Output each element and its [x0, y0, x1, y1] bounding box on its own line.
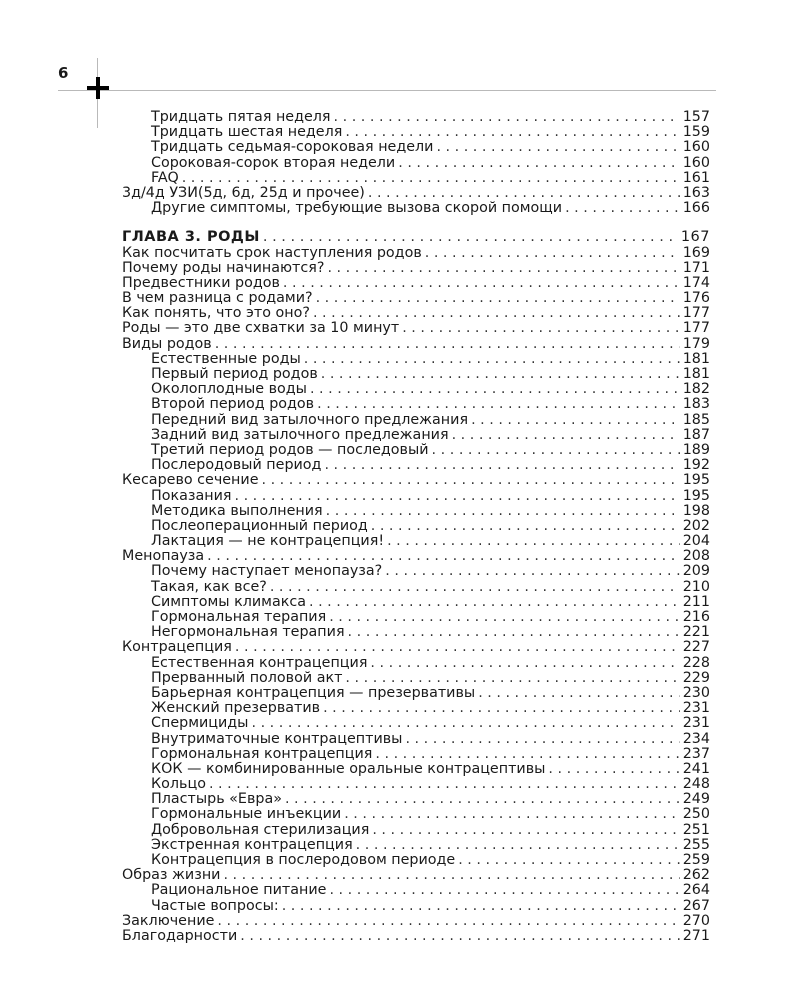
dot-leader — [356, 838, 680, 853]
dot-leader — [251, 716, 679, 731]
dot-leader — [316, 291, 680, 306]
toc-entry-title: Частые вопросы: — [151, 897, 279, 914]
toc-row[interactable] — [122, 686, 710, 701]
toc-entry-title: Кольцо — [151, 776, 206, 793]
dot-leader — [329, 883, 679, 898]
toc-page-number: 216 — [682, 609, 710, 625]
dot-leader — [327, 261, 679, 276]
dot-leader — [371, 519, 680, 534]
toc-page-number: 160 — [682, 154, 710, 171]
section-spacer — [122, 216, 710, 230]
toc-page-number: 255 — [682, 836, 710, 853]
toc-entry-title: Предвестники родов — [122, 274, 280, 291]
toc-entry-title: Заключение — [122, 912, 215, 929]
toc-page-number: 249 — [682, 791, 710, 808]
toc-row[interactable] — [122, 246, 710, 261]
toc-page-number: 204 — [682, 533, 710, 550]
toc-page-number: 169 — [682, 244, 710, 261]
toc-entry-title: Виды родов — [122, 335, 212, 352]
toc-entry-title: Тридцать шестая неделя — [151, 124, 343, 141]
dot-leader — [402, 321, 679, 336]
toc-row[interactable] — [122, 110, 710, 125]
toc-row[interactable] — [122, 610, 710, 625]
dot-leader — [348, 625, 680, 640]
toc-page-number: 177 — [682, 320, 710, 337]
toc-page-number: 267 — [682, 897, 710, 914]
toc-page-number: 163 — [682, 184, 710, 201]
toc-entry-title: Прерванный половой акт — [151, 669, 343, 686]
toc-page-number: 183 — [682, 396, 710, 413]
toc-entry-title: Послеоперационный период — [151, 517, 368, 534]
toc-page-number: 185 — [682, 411, 710, 428]
toc-entry-title: Рациональное питание — [151, 882, 327, 899]
toc-row[interactable] — [122, 186, 710, 201]
toc-row[interactable] — [122, 868, 710, 883]
dot-leader — [317, 397, 680, 412]
dot-leader — [304, 352, 680, 367]
dot-leader — [370, 656, 679, 671]
toc-entry-title: Послеродовый период — [151, 457, 322, 474]
toc-entry-title: Такая, как все? — [151, 578, 267, 595]
toc-page-number: 159 — [682, 124, 710, 141]
toc-row[interactable] — [122, 201, 710, 216]
toc-row[interactable] — [122, 306, 710, 321]
dot-leader — [471, 413, 680, 428]
dot-leader — [372, 823, 679, 838]
dot-leader — [283, 276, 680, 291]
dot-leader — [207, 549, 680, 564]
toc-entry-title: Благодарности — [122, 927, 238, 944]
toc-page-number: 181 — [682, 350, 710, 367]
toc-page-number: 182 — [682, 381, 710, 398]
dot-leader — [326, 504, 680, 519]
toc-chapter-row[interactable] — [122, 230, 710, 245]
dot-leader — [375, 747, 679, 762]
toc-row[interactable] — [122, 337, 710, 352]
toc-entry-title: Гормональная терапия — [151, 609, 327, 625]
toc-row[interactable] — [122, 762, 710, 777]
toc-row[interactable] — [122, 171, 710, 186]
toc-row[interactable] — [122, 549, 710, 564]
toc-entry-title: Почему роды начинаются? — [122, 259, 325, 276]
toc-entry-title: Тридцать пятая неделя — [151, 109, 331, 125]
toc-row[interactable] — [122, 125, 710, 140]
toc-page-number: 157 — [682, 109, 710, 125]
toc-row[interactable] — [122, 382, 710, 397]
dot-leader — [458, 853, 679, 868]
toc-entry-title: Другие симптомы, требующие вызова скорой помощи — [151, 200, 563, 217]
dot-leader — [334, 110, 680, 125]
toc-page-number: 221 — [682, 624, 710, 641]
toc-entry-title: Пластырь «Евра» — [151, 791, 282, 808]
dot-leader — [436, 140, 679, 155]
toc-row[interactable] — [122, 823, 710, 838]
dot-leader — [215, 337, 680, 352]
toc-row[interactable] — [122, 792, 710, 807]
toc-row[interactable] — [122, 853, 710, 868]
toc-page-number: 181 — [682, 366, 710, 382]
dot-leader — [313, 306, 680, 321]
page-number: 6 — [58, 64, 69, 82]
dot-leader — [329, 610, 680, 625]
dot-leader — [398, 156, 679, 171]
toc-page-number: 189 — [682, 441, 710, 458]
toc-row[interactable] — [122, 564, 710, 579]
toc-row[interactable] — [122, 140, 710, 155]
toc-row[interactable] — [122, 519, 710, 534]
toc-page-number: 248 — [682, 776, 710, 793]
toc-row[interactable] — [122, 443, 710, 458]
toc-row[interactable] — [122, 367, 710, 382]
toc-entry-title: Кесарево сечение — [122, 472, 259, 489]
toc-row[interactable] — [122, 899, 710, 914]
toc-entry-title: Задний вид затылочного предлежания — [151, 426, 449, 443]
toc-row[interactable] — [122, 807, 710, 822]
toc-row[interactable] — [122, 838, 710, 853]
toc-entry-title: Сороковая-сорок вторая недели — [151, 154, 396, 171]
toc-entry-title: Почему наступает менопауза? — [151, 563, 383, 580]
toc-row[interactable] — [122, 929, 710, 944]
toc-entry-title: Первый период родов — [151, 366, 318, 382]
toc-entry-title: Экстренная контрацепция — [151, 836, 353, 853]
toc-entry-title: Околоплодные воды — [151, 381, 307, 398]
toc-page-number: 228 — [682, 654, 710, 671]
dot-leader — [345, 125, 679, 140]
dot-leader — [425, 246, 680, 261]
toc-row[interactable] — [122, 777, 710, 792]
toc-row[interactable] — [122, 883, 710, 898]
toc-row[interactable] — [122, 276, 710, 291]
dot-leader — [285, 792, 680, 807]
toc-page-number: 161 — [682, 169, 710, 186]
toc-row[interactable] — [122, 656, 710, 671]
toc-row[interactable] — [122, 716, 710, 731]
toc-entry-title: Третий период родов — последовый — [151, 441, 429, 458]
toc-entry-title: Передний вид затылочного предлежания — [151, 411, 469, 428]
toc-entry-title: Добровольная стерилизация — [151, 821, 370, 838]
toc-page-number: 171 — [682, 259, 710, 276]
toc-row[interactable] — [122, 397, 710, 412]
toc-entry-title: Естественная контрацепция — [151, 654, 368, 671]
toc-page-number: 231 — [682, 700, 710, 717]
toc-row[interactable] — [122, 595, 710, 610]
toc-entry-title: Спермициды — [151, 715, 249, 732]
toc-row[interactable] — [122, 504, 710, 519]
toc-entry-title: КОК — комбинированные оральные контрацептивы — [151, 760, 546, 777]
dot-leader — [368, 186, 680, 201]
toc-row[interactable] — [122, 428, 710, 443]
toc-row[interactable] — [122, 701, 710, 716]
toc-entry-title: Лактация — не контрацепция! — [151, 533, 385, 550]
toc-entry-title: Менопауза — [122, 548, 205, 565]
dot-leader — [345, 671, 679, 686]
toc-page-number: 160 — [682, 139, 710, 156]
dot-leader — [262, 473, 680, 488]
toc-page-number: 241 — [682, 760, 710, 777]
toc-entry-title: Второй период родов — [151, 396, 315, 413]
dot-leader — [478, 686, 680, 701]
toc-entry-title: Контрацепция в послеродовом периоде — [151, 852, 456, 868]
toc-entry-title: Женский презерватив — [151, 700, 321, 717]
toc-entry-title: Методика выполнения — [151, 502, 323, 519]
toc-page-number: 167 — [680, 229, 710, 246]
toc-page-number: 211 — [682, 593, 710, 610]
dot-leader — [182, 171, 680, 186]
toc-row[interactable] — [122, 534, 710, 549]
toc-page-number: 234 — [682, 730, 710, 747]
toc-page-number: 176 — [682, 290, 710, 307]
toc-page-number: 192 — [682, 457, 710, 474]
dot-leader — [432, 443, 680, 458]
toc-page-number: 227 — [682, 639, 710, 656]
toc-entry-title: Тридцать седьмая-сороковая недели — [151, 139, 434, 156]
toc-page-number: 195 — [682, 487, 710, 504]
dot-leader — [270, 580, 680, 595]
toc-page-number: 250 — [682, 806, 710, 823]
toc-entry-title: Показания — [151, 487, 232, 504]
toc-row[interactable] — [122, 473, 710, 488]
dot-leader — [309, 595, 680, 610]
toc-page-number: 264 — [682, 882, 710, 899]
dot-leader — [452, 428, 680, 443]
toc-page-number: 270 — [682, 912, 710, 929]
toc-row[interactable] — [122, 413, 710, 428]
toc-page-number: 177 — [682, 305, 710, 322]
toc-entry-title: Как понять, что это оно? — [122, 305, 310, 322]
toc-entry-title: Роды — это две схватки за 10 минут — [122, 320, 400, 337]
toc-row[interactable] — [122, 458, 710, 473]
table-of-contents — [122, 110, 710, 944]
toc-entry-title: Барьерная контрацепция — презервативы — [151, 684, 476, 701]
toc-row[interactable] — [122, 321, 710, 336]
toc-row[interactable] — [122, 291, 710, 306]
toc-page-number: 174 — [682, 274, 710, 291]
toc-page-number: 195 — [682, 472, 710, 489]
toc-row[interactable] — [122, 352, 710, 367]
toc-page-number: 179 — [682, 335, 710, 352]
toc-row[interactable] — [122, 914, 710, 929]
dot-leader — [324, 458, 679, 473]
toc-page-number: 166 — [682, 200, 710, 217]
dot-leader — [548, 762, 679, 777]
dot-leader — [282, 899, 680, 914]
toc-row[interactable] — [122, 625, 710, 640]
toc-page-number: 271 — [682, 927, 710, 944]
dot-leader — [235, 489, 680, 504]
toc-page-number: 231 — [682, 715, 710, 732]
dot-leader — [310, 382, 680, 397]
toc-entry-title: Симптомы климакса — [151, 593, 306, 610]
dot-leader — [565, 201, 680, 216]
toc-page-number: 202 — [682, 517, 710, 534]
toc-entry-title: Естественные роды — [151, 350, 301, 367]
dot-leader — [385, 564, 679, 579]
toc-entry-title: Образ жизни — [122, 867, 221, 884]
dot-leader — [223, 868, 679, 883]
toc-entry-title: Как посчитать срок наступления родов — [122, 244, 422, 261]
dot-leader — [263, 230, 678, 245]
toc-entry-title: ГЛАВА 3. РОДЫ — [122, 229, 260, 246]
toc-row[interactable] — [122, 747, 710, 762]
toc-page-number: 210 — [682, 578, 710, 595]
toc-entry-title: Гормональная контрацепция — [151, 745, 373, 762]
toc-entry-title: Гормональные инъекции — [151, 806, 342, 823]
toc-page-number: 198 — [682, 502, 710, 519]
toc-row[interactable] — [122, 156, 710, 171]
dot-leader — [217, 914, 679, 929]
dot-leader — [387, 534, 680, 549]
toc-entry-title: Негормональная терапия — [151, 624, 345, 641]
toc-entry-title: В чем разница с родами? — [122, 290, 313, 307]
toc-row[interactable] — [122, 671, 710, 686]
toc-row[interactable] — [122, 580, 710, 595]
toc-page-number: 208 — [682, 548, 710, 565]
dot-leader — [323, 701, 680, 716]
toc-page-number: 230 — [682, 684, 710, 701]
dot-leader — [344, 807, 679, 822]
toc-page-number: 262 — [682, 867, 710, 884]
toc-entry-title: Контрацепция — [122, 639, 232, 656]
dot-leader — [321, 367, 680, 382]
header-rule — [58, 90, 716, 91]
dot-leader — [235, 640, 680, 655]
toc-entry-title: Внутриматочные контрацептивы — [151, 730, 403, 747]
toc-row[interactable] — [122, 489, 710, 504]
toc-page-number: 229 — [682, 669, 710, 686]
dot-leader — [240, 929, 679, 944]
toc-page-number: 251 — [682, 821, 710, 838]
crop-mark-icon — [87, 77, 109, 99]
toc-page-number: 237 — [682, 745, 710, 762]
toc-row[interactable] — [122, 732, 710, 747]
toc-page-number: 187 — [682, 426, 710, 443]
toc-page-number: 259 — [682, 852, 710, 868]
toc-row[interactable] — [122, 261, 710, 276]
toc-entry-title: FAQ — [151, 169, 179, 186]
toc-row[interactable] — [122, 640, 710, 655]
dot-leader — [405, 732, 679, 747]
toc-page-number: 209 — [682, 563, 710, 580]
dot-leader — [209, 777, 680, 792]
toc-entry-title: 3д/4д УЗИ(5д, 6д, 25д и прочее) — [122, 184, 365, 201]
